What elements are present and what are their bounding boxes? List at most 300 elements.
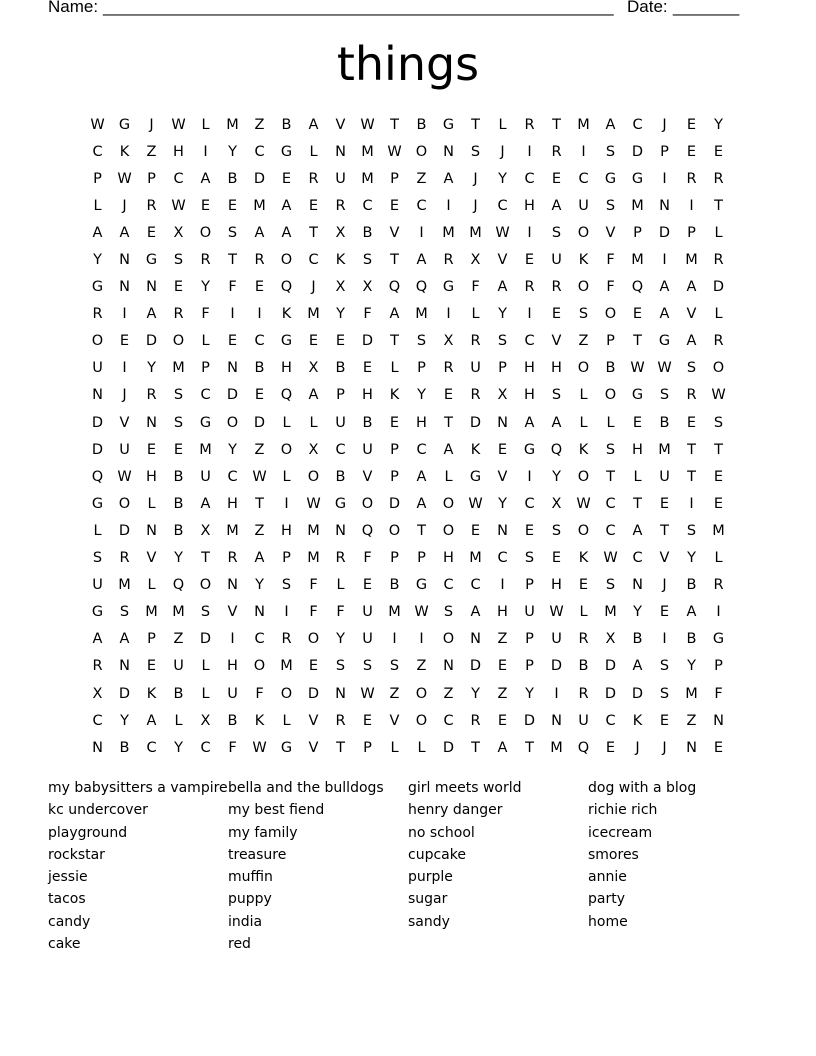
grid-letter: L xyxy=(633,468,642,485)
grid-letter: L xyxy=(147,495,156,512)
grid-letter: D xyxy=(145,333,158,350)
grid-letter: Y xyxy=(255,577,264,594)
grid-letter: P xyxy=(390,550,399,567)
grid-letter: H xyxy=(524,387,535,404)
grid-letter: E xyxy=(119,333,130,350)
grid-letter: V xyxy=(497,468,508,485)
grid-letter: O xyxy=(442,495,455,512)
grid-letter: C xyxy=(227,468,238,485)
grid-letter: E xyxy=(146,224,157,241)
grid-letter: E xyxy=(713,143,724,160)
grid-letter: E xyxy=(308,333,319,350)
grid-letter: C xyxy=(524,333,535,350)
word-item: my family xyxy=(228,824,298,841)
grid-letter: M xyxy=(172,360,185,377)
grid-letter: I xyxy=(689,197,694,214)
grid-letter: H xyxy=(362,387,373,404)
grid-letter: Y xyxy=(687,550,696,567)
grid-letter: D xyxy=(658,224,671,241)
grid-letter: E xyxy=(281,170,292,187)
grid-letter: S xyxy=(173,414,184,431)
grid-row xyxy=(84,599,732,626)
grid-letter: S xyxy=(443,604,454,621)
grid-letter: N xyxy=(227,577,238,594)
grid-letter: O xyxy=(415,712,428,729)
word-item: muffin xyxy=(228,869,273,886)
grid-letter: P xyxy=(687,224,696,241)
grid-letter: G xyxy=(118,116,131,133)
grid-letter: M xyxy=(577,116,590,133)
grid-letter: D xyxy=(631,685,644,702)
grid-letter: A xyxy=(308,116,319,133)
grid-letter: C xyxy=(497,197,508,214)
date-field[interactable]: _______ xyxy=(673,0,740,16)
grid-letter: X xyxy=(335,279,346,296)
grid-letter: Z xyxy=(254,441,265,458)
grid-letter: R xyxy=(713,333,724,350)
grid-letter: E xyxy=(362,360,373,377)
grid-letter: Q xyxy=(631,279,644,296)
grid-letter: W xyxy=(414,604,429,621)
grid-letter: S xyxy=(524,550,535,567)
grid-letter: F xyxy=(201,306,210,323)
grid-letter: P xyxy=(147,170,156,187)
grid-letter: U xyxy=(92,360,103,377)
grid-letter: R xyxy=(470,333,481,350)
grid-letter: E xyxy=(200,197,211,214)
grid-letter: Q xyxy=(280,279,293,296)
grid-letter: T xyxy=(660,522,669,539)
grid-letter: Y xyxy=(525,685,534,702)
grid-letter: S xyxy=(686,360,697,377)
grid-letter: V xyxy=(389,712,400,729)
grid-letter: R xyxy=(146,387,157,404)
grid-letter: E xyxy=(497,712,508,729)
grid-letter: N xyxy=(119,658,130,675)
grid-letter: E xyxy=(227,197,238,214)
grid-letter: Q xyxy=(172,577,185,594)
grid-letter: I xyxy=(662,170,667,187)
grid-letter: P xyxy=(714,658,723,675)
grid-letter: U xyxy=(362,441,373,458)
grid-letter: O xyxy=(604,387,617,404)
grid-letter: E xyxy=(389,197,400,214)
grid-letter: E xyxy=(389,414,400,431)
grid-letter: S xyxy=(173,387,184,404)
grid-letter: V xyxy=(308,739,319,756)
grid-letter: R xyxy=(281,631,292,648)
grid-letter: C xyxy=(200,387,211,404)
grid-letter: V xyxy=(335,116,346,133)
grid-letter: R xyxy=(524,279,535,296)
grid-letter: D xyxy=(550,658,563,675)
grid-letter: M xyxy=(415,306,428,323)
grid-letter: T xyxy=(336,739,345,756)
grid-letter: E xyxy=(524,522,535,539)
grid-row xyxy=(84,301,732,328)
grid-letter: Q xyxy=(280,387,293,404)
grid-letter: Y xyxy=(228,143,237,160)
word-item: smores xyxy=(588,846,639,863)
grid-letter: W xyxy=(306,495,321,512)
grid-letter: S xyxy=(551,387,562,404)
grid-letter: A xyxy=(389,306,400,323)
grid-letter: O xyxy=(604,306,617,323)
grid-letter: R xyxy=(524,116,535,133)
grid-letter: M xyxy=(226,116,239,133)
grid-letter: C xyxy=(254,333,265,350)
grid-letter: I xyxy=(446,306,451,323)
grid-letter: E xyxy=(173,441,184,458)
grid-letter: Y xyxy=(552,468,561,485)
grid-letter: X xyxy=(200,522,211,539)
grid-letter: E xyxy=(686,143,697,160)
grid-letter: Z xyxy=(173,631,184,648)
page-title: things xyxy=(336,37,480,91)
grid-letter: U xyxy=(524,604,535,621)
grid-letter: F xyxy=(714,685,723,702)
grid-letter: R xyxy=(308,170,319,187)
grid-letter: W xyxy=(657,360,672,377)
grid-letter: U xyxy=(173,658,184,675)
grid-letter: R xyxy=(713,170,724,187)
grid-letter: L xyxy=(309,143,318,160)
grid-letter: A xyxy=(443,441,454,458)
word-item: india xyxy=(228,913,263,930)
grid-letter: I xyxy=(500,577,505,594)
word-item: tacos xyxy=(48,891,86,908)
grid-letter: X xyxy=(200,712,211,729)
grid-letter: P xyxy=(660,143,669,160)
grid-letter: Q xyxy=(361,522,374,539)
grid-letter: E xyxy=(362,712,373,729)
grid-letter: I xyxy=(716,604,721,621)
grid-letter: L xyxy=(336,577,345,594)
grid-letter: G xyxy=(442,116,455,133)
grid-letter: A xyxy=(92,631,103,648)
grid-letter: M xyxy=(631,197,644,214)
grid-letter: I xyxy=(527,224,532,241)
grid-letter: S xyxy=(551,522,562,539)
grid-letter: J xyxy=(149,116,154,133)
grid-letter: L xyxy=(579,604,588,621)
grid-letter: H xyxy=(443,550,454,567)
grid-letter: O xyxy=(577,279,590,296)
grid-letter: E xyxy=(632,306,643,323)
grid-letter: J xyxy=(662,739,667,756)
grid-row xyxy=(84,680,732,707)
grid-letter: E xyxy=(173,279,184,296)
grid-letter: X xyxy=(173,224,184,241)
word-item: icecream xyxy=(588,824,653,841)
grid-letter: I xyxy=(446,197,451,214)
grid-letter: E xyxy=(713,495,724,512)
grid-letter: A xyxy=(470,604,481,621)
grid-letter: T xyxy=(417,522,426,539)
grid-letter: B xyxy=(362,414,373,431)
grid-letter: O xyxy=(577,360,590,377)
grid-letter: L xyxy=(309,414,318,431)
grid-letter: B xyxy=(578,658,589,675)
word-item: jessie xyxy=(48,869,88,886)
grid-letter: P xyxy=(633,224,642,241)
grid-letter: N xyxy=(119,279,130,296)
grid-letter: A xyxy=(200,495,211,512)
grid-letter: D xyxy=(226,387,239,404)
grid-letter: A xyxy=(686,279,697,296)
word-item: home xyxy=(588,913,628,930)
grid-letter: E xyxy=(254,387,265,404)
grid-letter: M xyxy=(199,441,212,458)
grid-letter: N xyxy=(254,604,265,621)
grid-letter: H xyxy=(524,197,535,214)
grid-letter: Y xyxy=(174,739,183,756)
grid-letter: A xyxy=(119,224,130,241)
grid-letter: R xyxy=(335,197,346,214)
grid-letter: H xyxy=(551,360,562,377)
grid-letter: U xyxy=(551,252,562,269)
grid-letter: H xyxy=(173,143,184,160)
grid-letter: R xyxy=(173,306,184,323)
grid-letter: N xyxy=(146,522,157,539)
grid-letter: Y xyxy=(174,550,183,567)
grid-letter: U xyxy=(578,712,589,729)
grid-row xyxy=(84,436,732,463)
grid-letter: O xyxy=(226,414,239,431)
grid-letter: H xyxy=(416,414,427,431)
grid-letter: D xyxy=(523,712,536,729)
grid-letter: V xyxy=(686,306,697,323)
grid-letter: T xyxy=(714,197,723,214)
grid-letter: N xyxy=(686,739,697,756)
grid-letter: B xyxy=(281,116,292,133)
grid-letter: K xyxy=(335,252,346,269)
grid-letter: V xyxy=(551,333,562,350)
grid-letter: G xyxy=(91,279,104,296)
grid-letter: S xyxy=(551,224,562,241)
grid-letter: E xyxy=(227,333,238,350)
grid-letter: B xyxy=(686,577,697,594)
grid-letter: S xyxy=(389,658,400,675)
grid-letter: K xyxy=(281,306,292,323)
grid-letter: M xyxy=(253,197,266,214)
grid-letter: M xyxy=(685,685,698,702)
grid-letter: A xyxy=(254,224,265,241)
grid-letter: P xyxy=(93,170,102,187)
grid-letter: S xyxy=(173,252,184,269)
grid-letter: Y xyxy=(201,279,210,296)
grid-letter: E xyxy=(254,279,265,296)
grid-letter: G xyxy=(280,143,293,160)
grid-letter: C xyxy=(254,143,265,160)
grid-letter: R xyxy=(92,658,103,675)
grid-letter: L xyxy=(93,522,102,539)
grid-letter: N xyxy=(470,631,481,648)
grid-row xyxy=(84,490,732,517)
grid-letter: K xyxy=(254,712,265,729)
grid-letter: Q xyxy=(550,441,563,458)
grid-letter: F xyxy=(309,604,318,621)
grid-letter: O xyxy=(307,631,320,648)
grid-letter: O xyxy=(253,658,266,675)
grid-letter: P xyxy=(363,739,372,756)
grid-letter: M xyxy=(145,604,158,621)
grid-letter: L xyxy=(147,577,156,594)
grid-letter: N xyxy=(335,143,346,160)
grid-letter: N xyxy=(92,739,103,756)
grid-letter: M xyxy=(172,604,185,621)
grid-letter: O xyxy=(577,224,590,241)
grid-letter: U xyxy=(362,604,373,621)
grid-letter: Z xyxy=(146,143,157,160)
grid-row xyxy=(84,274,732,301)
grid-letter: O xyxy=(577,468,590,485)
grid-letter: C xyxy=(416,197,427,214)
grid-letter: P xyxy=(390,441,399,458)
grid-row xyxy=(84,517,732,544)
grid-letter: J xyxy=(311,279,316,296)
grid-letter: I xyxy=(527,143,532,160)
grid-letter: G xyxy=(712,631,725,648)
grid-letter: S xyxy=(605,441,616,458)
grid-letter: L xyxy=(93,197,102,214)
grid-letter: O xyxy=(361,495,374,512)
grid-letter: Y xyxy=(633,604,642,621)
grid-letter: N xyxy=(551,712,562,729)
grid-letter: S xyxy=(659,387,670,404)
grid-letter: J xyxy=(473,197,478,214)
grid-letter: B xyxy=(254,360,265,377)
grid-letter: A xyxy=(254,550,265,567)
grid-letter: N xyxy=(713,712,724,729)
grid-letter: C xyxy=(308,252,319,269)
grid-row xyxy=(84,165,732,192)
grid-letter: L xyxy=(471,306,480,323)
grid-letter: A xyxy=(200,170,211,187)
grid-letter: G xyxy=(280,333,293,350)
grid-letter: T xyxy=(687,441,696,458)
grid-letter: U xyxy=(335,414,346,431)
grid-letter: N xyxy=(443,143,454,160)
grid-letter: L xyxy=(201,333,210,350)
grid-letter: T xyxy=(471,739,480,756)
grid-letter: E xyxy=(335,333,346,350)
grid-letter: A xyxy=(686,333,697,350)
grid-letter: S xyxy=(578,306,589,323)
grid-letter: A xyxy=(281,197,292,214)
grid-row xyxy=(84,328,732,355)
word-item: my best fiend xyxy=(228,802,325,819)
grid-letter: F xyxy=(471,279,480,296)
grid-letter: O xyxy=(118,495,131,512)
grid-letter: K xyxy=(119,143,130,160)
grid-letter: D xyxy=(712,279,725,296)
grid-letter: B xyxy=(335,360,346,377)
grid-letter: X xyxy=(92,685,103,702)
grid-letter: C xyxy=(578,170,589,187)
grid-letter: T xyxy=(471,116,480,133)
grid-letter: D xyxy=(604,685,617,702)
grid-letter: I xyxy=(419,631,424,648)
grid-letter: B xyxy=(605,360,616,377)
grid-letter: R xyxy=(551,143,562,160)
grid-letter: S xyxy=(497,333,508,350)
grid-letter: Y xyxy=(498,306,507,323)
grid-letter: V xyxy=(605,224,616,241)
grid-letter: O xyxy=(442,522,455,539)
grid-letter: X xyxy=(335,224,346,241)
grid-letter: P xyxy=(336,387,345,404)
header xyxy=(48,0,748,21)
grid-letter: M xyxy=(388,604,401,621)
grid-letter: A xyxy=(308,387,319,404)
grid-letter: P xyxy=(498,360,507,377)
grid-letter: G xyxy=(91,495,104,512)
grid-letter: W xyxy=(630,360,645,377)
grid-letter: Y xyxy=(147,360,156,377)
grid-letter: U xyxy=(92,577,103,594)
grid-letter: Z xyxy=(416,170,427,187)
word-item: no school xyxy=(408,824,475,841)
grid-letter: C xyxy=(443,577,454,594)
grid-letter: K xyxy=(578,252,589,269)
grid-letter: T xyxy=(390,116,399,133)
grid-letter: X xyxy=(362,279,373,296)
grid-letter: M xyxy=(631,252,644,269)
grid-letter: K xyxy=(146,685,157,702)
grid-letter: J xyxy=(635,739,640,756)
name-field[interactable]: ______________________________________________________ xyxy=(103,0,614,16)
grid-letter: E xyxy=(551,306,562,323)
grid-letter: D xyxy=(91,414,104,431)
grid-letter: M xyxy=(469,224,482,241)
grid-letter: Y xyxy=(498,495,507,512)
grid-row xyxy=(84,192,732,219)
grid-letter: X xyxy=(551,495,562,512)
grid-letter: E xyxy=(470,522,481,539)
grid-letter: G xyxy=(604,170,617,187)
word-column xyxy=(48,777,228,955)
grid-letter: F xyxy=(363,550,372,567)
grid-letter: A xyxy=(443,170,454,187)
grid-letter: D xyxy=(91,441,104,458)
word-item: purple xyxy=(408,869,453,886)
grid-letter: W xyxy=(360,685,375,702)
grid-letter: H xyxy=(551,577,562,594)
grid-letter: B xyxy=(227,712,238,729)
word-item: sugar xyxy=(408,891,448,908)
grid-letter: I xyxy=(284,604,289,621)
grid-letter: Y xyxy=(336,306,345,323)
grid-letter: T xyxy=(633,333,642,350)
grid-letter: E xyxy=(362,577,373,594)
word-item: treasure xyxy=(228,846,287,863)
grid-letter: Z xyxy=(254,522,265,539)
grid-letter: E xyxy=(497,441,508,458)
grid-letter: Z xyxy=(686,712,697,729)
grid-letter: Q xyxy=(577,739,590,756)
grid-letter: D xyxy=(118,685,131,702)
grid-letter: O xyxy=(307,468,320,485)
grid-letter: I xyxy=(230,306,235,323)
grid-letter: A xyxy=(551,414,562,431)
grid-letter: A xyxy=(416,495,427,512)
grid-row xyxy=(84,246,732,273)
grid-row xyxy=(84,138,732,165)
grid-letter: M xyxy=(658,441,671,458)
grid-letter: S xyxy=(200,604,211,621)
grid-letter: U xyxy=(227,685,238,702)
